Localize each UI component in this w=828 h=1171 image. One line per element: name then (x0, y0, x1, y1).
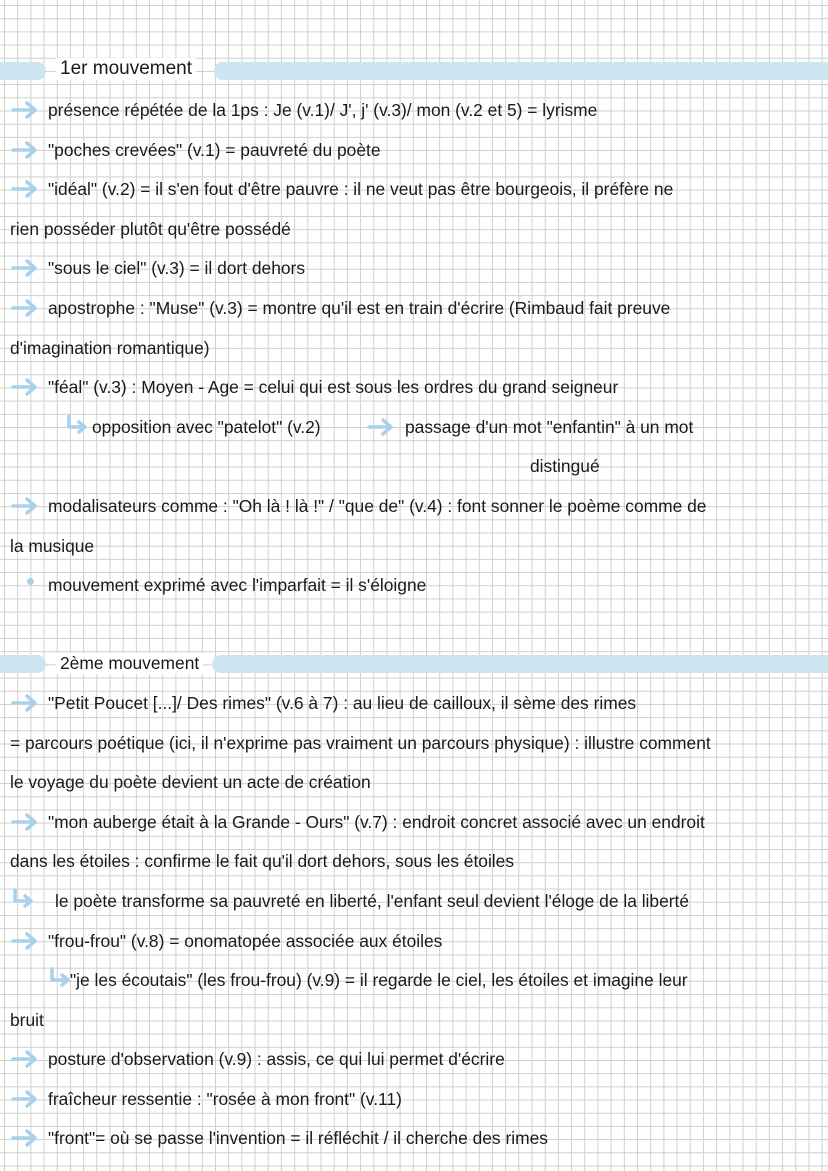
note-line: bruit (10, 1010, 44, 1030)
note-line: dans les étoiles : confirme le fait qu'il dort dehors, sous les étoiles (10, 851, 515, 871)
arrow-icon (10, 495, 40, 517)
note-line: "je les écoutais" (les frou-frou) (v.9) = il regarde le ciel, les étoiles et imagine leur (70, 970, 688, 990)
note-line: présence répétée de la 1ps : Je (v.1)/ J', j' (v.3)/ mon (v.2 et 5) = lyrisme (48, 100, 598, 120)
note-line: posture d'observation (v.9) : assis, ce qui lui permet d'écrire (48, 1049, 505, 1069)
section-header-2 (0, 655, 828, 673)
arrow-icon (10, 297, 40, 319)
arrow-icon (10, 811, 40, 833)
arrow-icon (10, 257, 40, 279)
arrow-icon (10, 376, 40, 398)
arrow-icon (366, 416, 396, 438)
highlight-right (214, 62, 828, 80)
note-line: "poches crevées" (v.1) = pauvreté du poète (48, 140, 381, 160)
arrow-icon (10, 139, 40, 161)
section-title: 2ème mouvement (56, 653, 203, 674)
note-line: fraîcheur ressentie : "rosée à mon front" (v.11) (48, 1089, 402, 1109)
section-title: 1er mouvement (56, 58, 196, 80)
arrow-icon (10, 692, 40, 714)
highlight-left (0, 62, 46, 80)
note-line: opposition avec "patelot" (v.2) (92, 417, 321, 437)
note-line: rien posséder plutôt qu'être possédé (10, 219, 291, 239)
note-line: d'imagination romantique) (10, 338, 210, 358)
note-line: le voyage du poète devient un acte de création (10, 772, 371, 792)
note-line: distingué (530, 456, 600, 476)
note-line: "front"= où se passe l'invention = il réfléchit / il cherche des rimes (48, 1128, 548, 1148)
hook-arrow-icon (64, 414, 94, 436)
highlight-left (0, 655, 46, 673)
note-line: la musique (10, 536, 95, 556)
arrow-icon (10, 1088, 40, 1110)
hook-arrow-icon (10, 888, 40, 910)
note-line: apostrophe : "Muse" (v.3) = montre qu'il est en train d'écrire (Rimbaud fait preuve (48, 298, 671, 318)
note-line: passage d'un mot "enfantin" à un mot (405, 417, 694, 437)
arrow-icon (10, 1127, 40, 1149)
arrow-icon (10, 99, 40, 121)
section-header-1 (0, 58, 828, 80)
note-line: "Petit Poucet [...]/ Des rimes" (v.6 à 7) : au lieu de cailloux, il sème des rimes (48, 693, 637, 713)
note-line: "mon auberge était à la Grande - Ours" (v.7) : endroit concret associé avec un endroit (48, 812, 705, 832)
note-line: "idéal" (v.2) = il s'en fout d'être pauvre : il ne veut pas être bourgeois, il préfère ne (48, 179, 674, 199)
note-line: mouvement exprimé avec l'imparfait = il s'éloigne (48, 575, 427, 595)
note-line: "frou-frou" (v.8) = onomatopée associée aux étoiles (48, 931, 443, 951)
bullet-icon (27, 578, 34, 585)
highlight-right (212, 655, 828, 673)
note-line: = parcours poétique (ici, il n'exprime pas vraiment un parcours physique) : illustre comment (10, 733, 711, 753)
arrow-icon (10, 178, 40, 200)
note-line: "féal" (v.3) : Moyen - Age = celui qui est sous les ordres du grand seigneur (48, 377, 619, 397)
arrow-icon (10, 930, 40, 952)
arrow-icon (10, 1048, 40, 1070)
note-line: le poète transforme sa pauvreté en liberté, l'enfant seul devient l'éloge de la liberté (55, 891, 690, 911)
note-line: "sous le ciel" (v.3) = il dort dehors (48, 258, 306, 278)
note-line: modalisateurs comme : "Oh là ! là !" / "que de" (v.4) : font sonner le poème comme de (48, 496, 707, 516)
